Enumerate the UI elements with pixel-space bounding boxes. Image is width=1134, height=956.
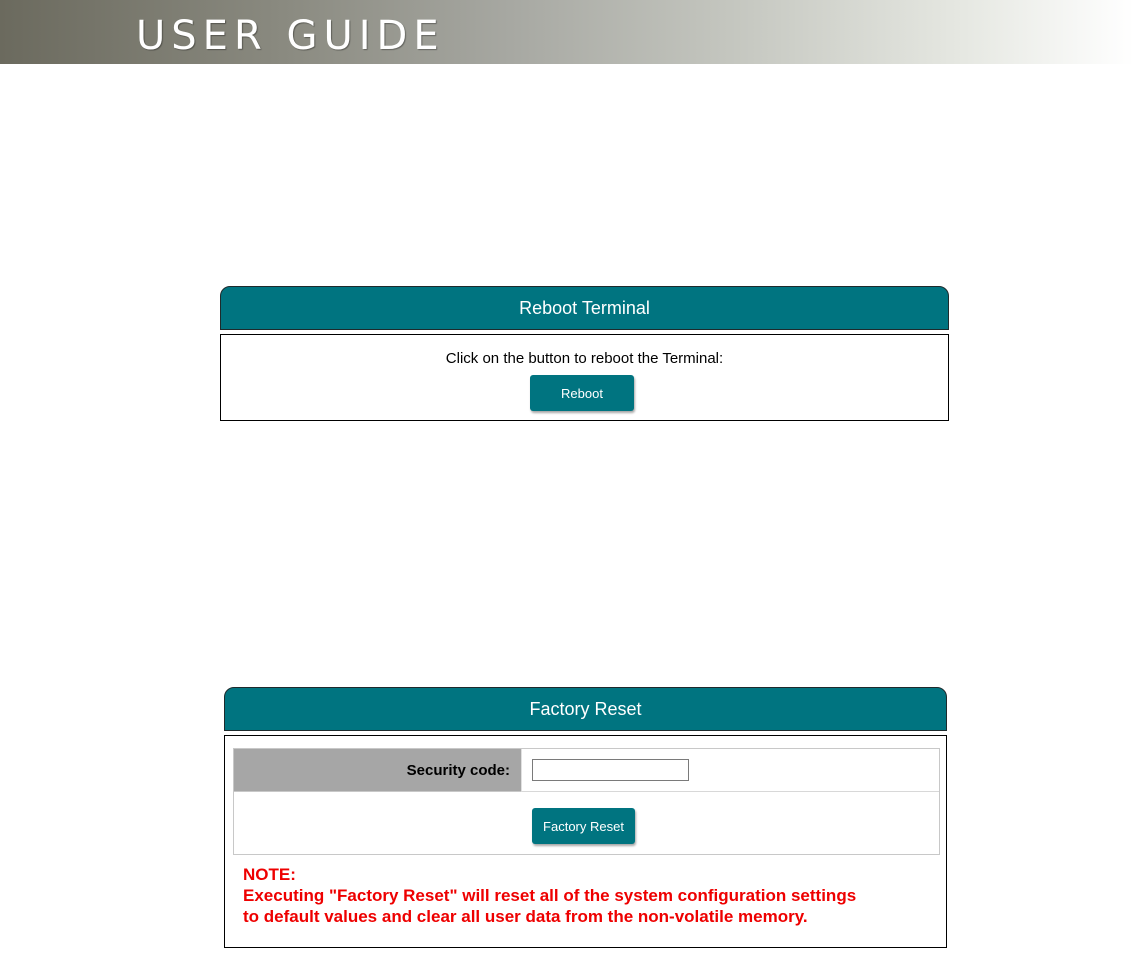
factory-reset-panel-header: Factory Reset bbox=[224, 687, 947, 731]
reboot-button[interactable]: Reboot bbox=[530, 375, 634, 411]
banner bbox=[0, 0, 1134, 64]
note-line-2: to default values and clear all user data from the non-volatile memory. bbox=[243, 907, 808, 926]
security-code-label: Security code: bbox=[234, 749, 521, 792]
note-title: NOTE: bbox=[243, 865, 296, 884]
security-code-input[interactable] bbox=[532, 759, 689, 781]
banner-title: USER GUIDE bbox=[136, 13, 445, 59]
security-code-cell bbox=[521, 749, 939, 792]
factory-reset-form bbox=[233, 748, 940, 855]
factory-reset-panel bbox=[224, 735, 947, 948]
factory-reset-button[interactable]: Factory Reset bbox=[532, 808, 635, 844]
reboot-panel bbox=[220, 334, 949, 421]
reboot-instruction: Click on the button to reboot the Terminal: bbox=[445, 350, 724, 367]
reboot-panel-header: Reboot Terminal bbox=[220, 286, 949, 330]
note-line-1: Executing "Factory Reset" will reset all of the system configuration settings bbox=[243, 886, 857, 905]
warning-note bbox=[243, 864, 933, 927]
